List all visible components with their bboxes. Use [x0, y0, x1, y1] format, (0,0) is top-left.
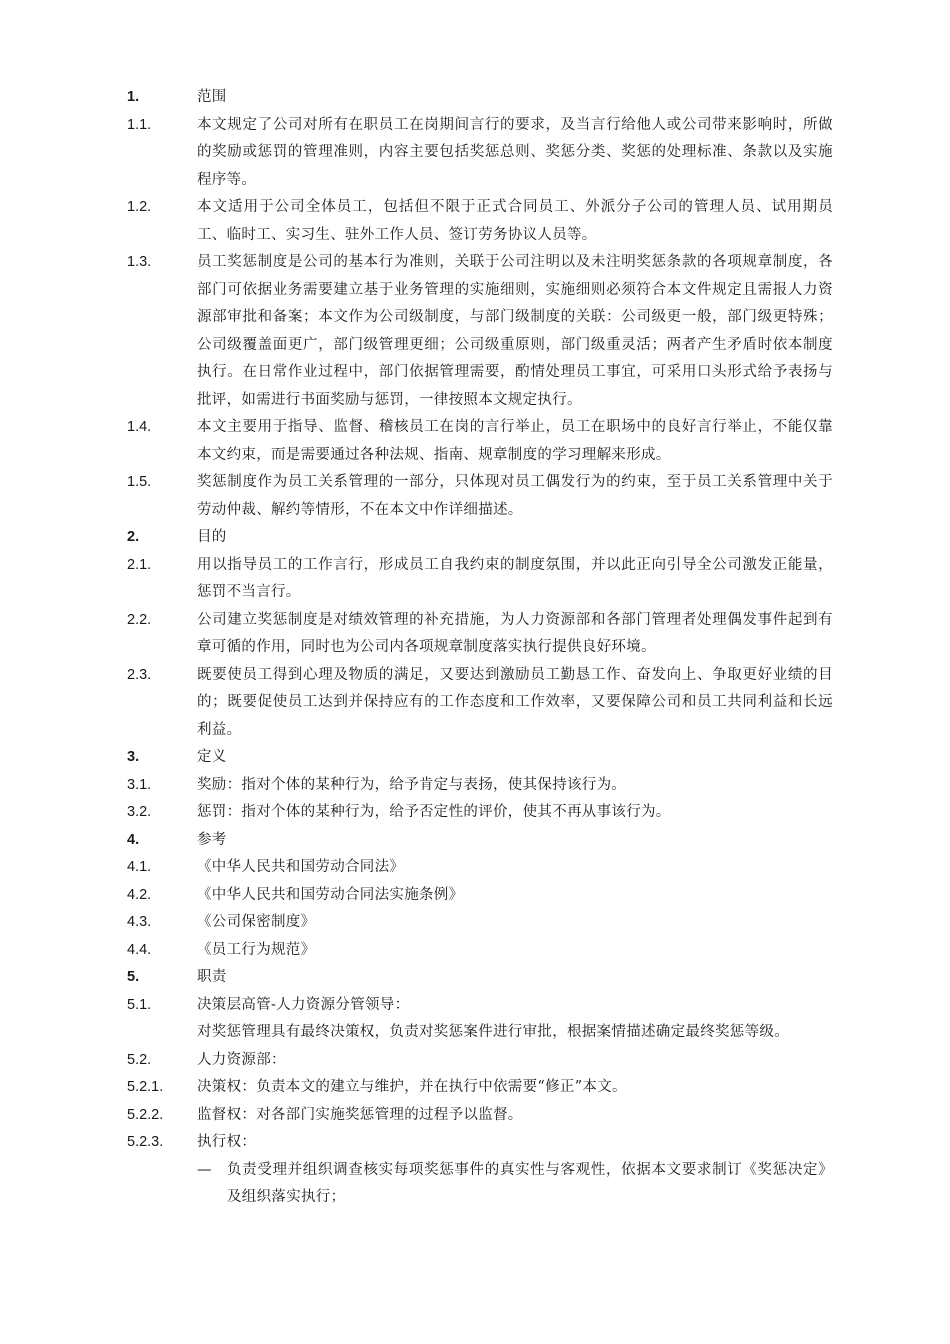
clause-item — [127, 854, 835, 882]
clause-item — [127, 194, 835, 249]
clause-item — [127, 937, 835, 965]
clause-item — [127, 909, 835, 937]
clause-number: 4.2. — [127, 886, 152, 903]
clause-number: 5.2.1. — [127, 1079, 164, 1095]
section-heading — [127, 744, 835, 772]
clause-text: 监督权：对各部门实施奖惩管理的过程予以监督。 — [197, 1106, 523, 1123]
clause-number: 2.1. — [127, 556, 152, 573]
clause-item — [127, 607, 835, 662]
clause-text: 公司建立奖惩制度是对绩效管理的补充措施，为人力资源部和各部门管理者处理偶发事件起到有章可循的作用，同时也为公司内各项规章制度落实执行提供良好环境。 — [197, 611, 833, 655]
clause-text: 对奖惩管理具有最终决策权，负责对奖惩案件进行审批，根据案情描述确定最终奖惩等级。 — [197, 1024, 789, 1040]
clause-item — [127, 112, 835, 195]
clause-number: 2.3. — [127, 666, 152, 683]
clause-text: 决策层高管-人力资源分管领导： — [197, 996, 410, 1013]
clause-number: 4.4. — [127, 941, 152, 958]
clause-item — [127, 772, 835, 800]
clause-item — [127, 1074, 835, 1102]
clause-item — [127, 1129, 835, 1157]
clause-text: 人力资源部： — [197, 1051, 286, 1068]
clause-number: 2.2. — [127, 611, 152, 628]
clause-text: 《员工行为规范》 — [197, 941, 316, 958]
clause-number: 1.4. — [127, 419, 152, 435]
section-heading — [127, 827, 835, 855]
section-title: 职责 — [197, 969, 227, 985]
section-heading — [127, 964, 835, 992]
clause-text: 决策权：负责本文的建立与维护，并在执行中依需要“修正”本文。 — [197, 1079, 627, 1095]
clause-text: 《公司保密制度》 — [197, 914, 316, 930]
clause-number: 4. — [127, 831, 140, 848]
clause-text: 本文主要用于指导、监督、稽核员工在岗的言行举止，员工在职场中的良好言行举止，不能仅靠本文约束，而是需要通过各种法规、指南、规章制度的学习理解来形成。 — [197, 419, 833, 463]
clause-text: 奖励：指对个体的某种行为，给予肯定与表扬，使其保持该行为。 — [197, 776, 627, 793]
clause-item — [127, 799, 835, 827]
clause-item — [127, 1102, 835, 1130]
clause-number: 5. — [127, 969, 140, 985]
clause-item — [127, 552, 835, 607]
clause-number: 1. — [127, 89, 140, 105]
clause-item — [127, 662, 835, 745]
clause-number: 4.1. — [127, 859, 152, 875]
bullet-item — [127, 1157, 835, 1212]
section-title: 范围 — [197, 89, 227, 105]
clause-item — [127, 1047, 835, 1075]
clause-item — [127, 992, 835, 1020]
clause-text: 本文适用于公司全体员工，包括但不限于正式合同员工、外派分子公司的管理人员、试用期员工、临时工、实习生、驻外工作人员、签订劳务协议人员等。 — [197, 199, 833, 243]
section-title: 参考 — [197, 831, 227, 848]
clause-number: 3.1. — [127, 776, 152, 793]
section-heading — [127, 524, 835, 552]
clause-number: 5.2.3. — [127, 1134, 164, 1150]
clause-number: 3.2. — [127, 804, 152, 820]
clause-text: 用以指导员工的工作言行，形成员工自我约束的制度氛围，并以此正向引导全公司激发正能量，惩罚不当言行。 — [197, 556, 833, 600]
clause-number: 1.3. — [127, 254, 152, 270]
clause-number: 5.1. — [127, 996, 152, 1013]
clause-number: 5.2.2. — [127, 1106, 164, 1123]
clause-number: 4.3. — [127, 914, 152, 930]
clause-text: 执行权： — [197, 1134, 257, 1150]
section-title: 定义 — [197, 749, 227, 765]
clause-item — [127, 882, 835, 910]
clause-number: 3. — [127, 749, 140, 765]
clause-text: 奖惩制度作为员工关系管理的一部分，只体现对员工偶发行为的约束，至于员工关系管理中关于劳动仲裁、解约等情形，不在本文中作详细描述。 — [197, 474, 833, 518]
clause-text: 员工奖惩制度是公司的基本行为准则，关联于公司注明以及未注明奖惩条款的各项规章制度，各部门可依据业务需要建立基于业务管理的实施细则，实施细则必须符合本文件规定且需报人力资源部审批和备案；本文作为公司级制度，与部门级制度的关联：公司级更一般，部门级更特殊；公司级覆盖面更广，部门级管理更细；公司级重原则，部门级重灵活；两者产生矛盾时依本制度执行。在日常作业过程中，部门依据管理需要，酌情处理员工事宜，可采用口头形式给予表扬与批评，如需进行书面奖励与惩罚，一律按照本文规定执行。 — [197, 254, 833, 408]
clause-text: 负责受理并组织调查核实每项奖惩事件的真实性与客观性，依据本文要求制订《奖惩决定》及组织落实执行； — [227, 1161, 833, 1205]
clause-number: 1.5. — [127, 474, 152, 490]
section-title: 目的 — [197, 529, 227, 545]
clause-number: 5.2. — [127, 1051, 152, 1068]
clause-item — [127, 1019, 835, 1047]
clause-text: 《中华人民共和国劳动合同法》 — [197, 859, 405, 875]
clause-text: 本文规定了公司对所有在职员工在岗期间言行的要求，及当言行给他人或公司带来影响时，所做的奖励或惩罚的管理准则，内容主要包括奖惩总则、奖惩分类、奖惩的处理标准、条款以及实施程序等。 — [197, 116, 833, 188]
clause-item — [127, 249, 835, 414]
document-body — [127, 84, 835, 1212]
clause-item — [127, 414, 835, 469]
clause-number: 2. — [127, 529, 140, 545]
clause-text: 惩罚：指对个体的某种行为，给予否定性的评价，使其不再从事该行为。 — [197, 804, 671, 820]
clause-text: 既要使员工得到心理及物质的满足，又要达到激励员工勤恳工作、奋发向上、争取更好业绩的目的；既要促使员工达到并保持应有的工作态度和工作效率，又要保障公司和员工共同利益和长远利益。 — [197, 666, 833, 738]
clause-number: 1.2. — [127, 199, 152, 215]
section-heading — [127, 84, 835, 112]
clause-number: 1.1. — [127, 116, 152, 133]
bullet-dash: — — [197, 1161, 212, 1178]
clause-text: 《中华人民共和国劳动合同法实施条例》 — [197, 886, 464, 903]
clause-item — [127, 469, 835, 524]
